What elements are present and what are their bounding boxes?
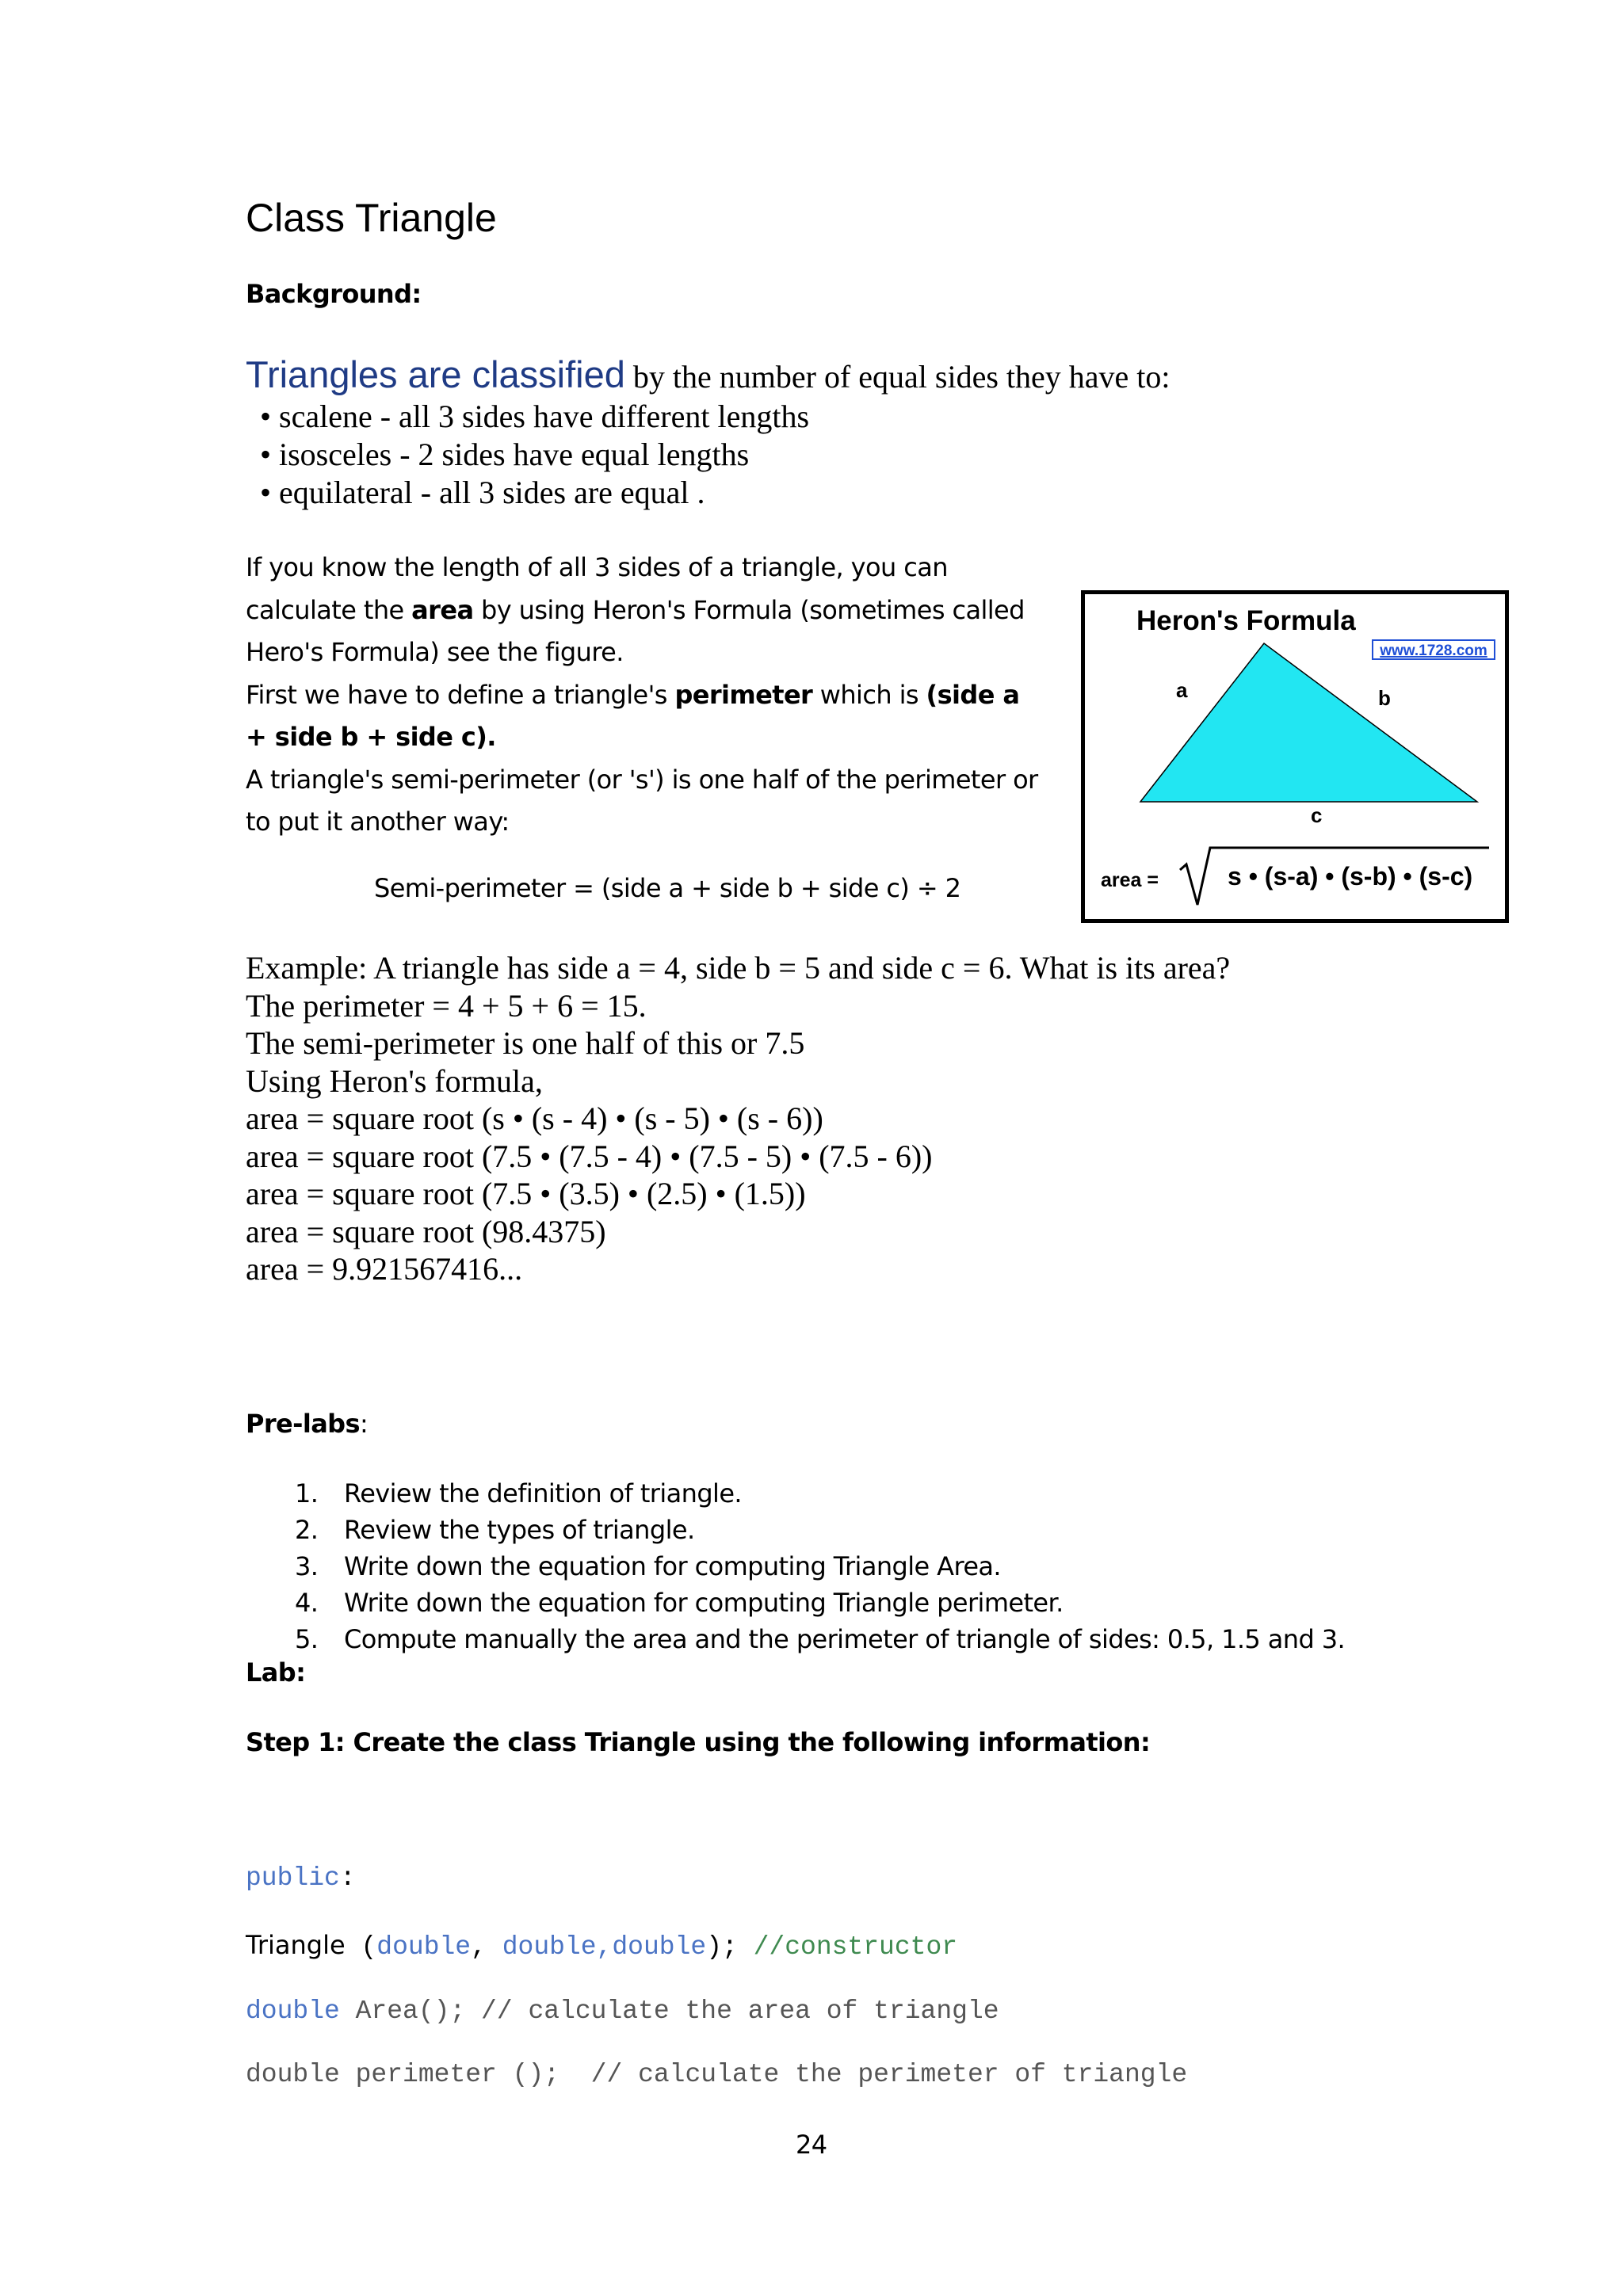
code-perimeter-line: double perimeter (); // calculate the perimeter of triangle bbox=[246, 2060, 1188, 2089]
code-punct: , bbox=[596, 1932, 613, 1962]
example-line: area = square root (7.5 • (7.5 - 4) • (7.5 - 5) • (7.5 - 6)) bbox=[246, 1138, 933, 1174]
list-item bbox=[295, 1621, 1345, 1657]
code-type: double bbox=[502, 1932, 597, 1962]
list-item bbox=[295, 1512, 1345, 1548]
example-line: Using Heron's formula, bbox=[246, 1062, 543, 1099]
type-item-isosceles: • isosceles - 2 sides have equal lengths bbox=[260, 437, 750, 472]
code-public-line bbox=[246, 1863, 356, 1893]
intro-rest: by the number of equal sides they have to: bbox=[624, 359, 1170, 395]
list-number: 1. bbox=[295, 1478, 319, 1508]
heron-text-2: by using Heron's Formula (sometimes called Hero's Formula) see the figure. bbox=[246, 594, 1025, 667]
prelabs-colon: : bbox=[359, 1409, 369, 1439]
list-number: 4. bbox=[295, 1588, 319, 1618]
list-text: Write down the equation for computing Triangle perimeter. bbox=[344, 1588, 1064, 1618]
example-line: area = square root (7.5 • (3.5) • (2.5) • (1.5)) bbox=[246, 1176, 806, 1211]
semi-perimeter-formula: Semi-perimeter = (side a + side b + side c) ÷ 2 bbox=[374, 873, 961, 903]
example-line: area = 9.921567416... bbox=[246, 1251, 523, 1287]
example-block bbox=[246, 949, 1230, 1288]
code-type: double bbox=[376, 1932, 472, 1962]
radicand-expression: s • (s-a) • (s-b) • (s-c) bbox=[1228, 862, 1473, 891]
prelabs-list bbox=[295, 1475, 1345, 1657]
example-line: The perimeter = 4 + 5 + 6 = 15. bbox=[246, 987, 647, 1024]
watermark-link: www.1728.com bbox=[1380, 643, 1487, 659]
list-text: Review the definition of triangle. bbox=[344, 1478, 742, 1508]
type-item-equilateral: • equilateral - all 3 sides are equal . bbox=[260, 475, 705, 510]
area-equals-label: area = bbox=[1101, 869, 1159, 891]
example-line: area = square root (s • (s - 4) • (s - 5) • (s - 6)) bbox=[246, 1100, 823, 1136]
code-area-line bbox=[246, 1997, 999, 2026]
code-class-name: Triangle bbox=[246, 1930, 346, 1960]
list-number: 2. bbox=[295, 1515, 319, 1545]
type-item-scalene: • scalene - all 3 sides have different lengths bbox=[260, 399, 810, 434]
perimeter-word: perimeter bbox=[674, 679, 813, 710]
heron-text-4: which is bbox=[812, 679, 926, 710]
example-line: Example: A triangle has side a = 4, side b = 5 and side c = 6. What is its area? bbox=[246, 950, 1231, 986]
code-punct: ( bbox=[345, 1932, 377, 1962]
code-area-rest: Area(); // calculate the area of triangle bbox=[339, 1997, 999, 2026]
heron-text-5: A triangle's semi-perimeter (or 's') is one half of the perimeter or to put it another way: bbox=[246, 764, 1038, 837]
intro-line bbox=[246, 353, 1170, 396]
figure-title: Heron's Formula bbox=[1136, 605, 1356, 636]
herons-formula-diagram bbox=[1085, 594, 1505, 919]
list-item bbox=[295, 1585, 1345, 1621]
code-punct: : bbox=[339, 1863, 356, 1893]
lab-heading: Lab: bbox=[246, 1657, 306, 1688]
triangle-shape bbox=[1140, 643, 1477, 802]
step1-heading: Step 1: Create the class Triangle using the following information: bbox=[246, 1727, 1151, 1757]
heron-text-3: First we have to define a triangle's bbox=[246, 679, 675, 710]
herons-formula-figure bbox=[1081, 590, 1509, 923]
list-item bbox=[295, 1548, 1345, 1585]
list-text: Review the types of triangle. bbox=[344, 1515, 695, 1545]
code-type: double bbox=[246, 1997, 340, 2026]
heron-text-1: If you know the length of all 3 sides of a triangle, you can calculate the bbox=[246, 552, 948, 625]
background-heading: Background: bbox=[246, 279, 422, 309]
code-type: double bbox=[612, 1932, 707, 1962]
example-line: The semi-perimeter is one half of this or 7.5 bbox=[246, 1025, 805, 1061]
code-constructor-line bbox=[246, 1930, 957, 1962]
prelabs-heading bbox=[246, 1409, 368, 1439]
page-number: 24 bbox=[796, 2130, 827, 2160]
side-b-label: b bbox=[1378, 686, 1391, 710]
list-text: Write down the equation for computing Triangle Area. bbox=[344, 1551, 1001, 1581]
example-line: area = square root (98.4375) bbox=[246, 1213, 606, 1249]
list-text: Compute manually the area and the perimeter of triangle of sides: 0.5, 1.5 and 3. bbox=[344, 1624, 1346, 1654]
list-number: 3. bbox=[295, 1551, 319, 1581]
side-c-label: c bbox=[1311, 803, 1323, 827]
perimeter-definition: (side a + side b + side c). bbox=[246, 679, 1020, 752]
code-punct: , bbox=[471, 1932, 502, 1962]
heron-paragraph bbox=[246, 547, 1046, 844]
code-comment: //constructor bbox=[753, 1932, 958, 1962]
side-a-label: a bbox=[1176, 678, 1188, 702]
page-title: Class Triangle bbox=[246, 196, 497, 240]
code-keyword: public bbox=[246, 1863, 340, 1893]
prelabs-heading-text: Pre-labs bbox=[246, 1409, 360, 1439]
list-item bbox=[295, 1475, 1345, 1512]
list-number: 5. bbox=[295, 1624, 319, 1654]
code-punct: ); bbox=[706, 1932, 754, 1962]
intro-lead: Triangles are classified bbox=[246, 353, 625, 395]
area-word: area bbox=[411, 594, 474, 625]
